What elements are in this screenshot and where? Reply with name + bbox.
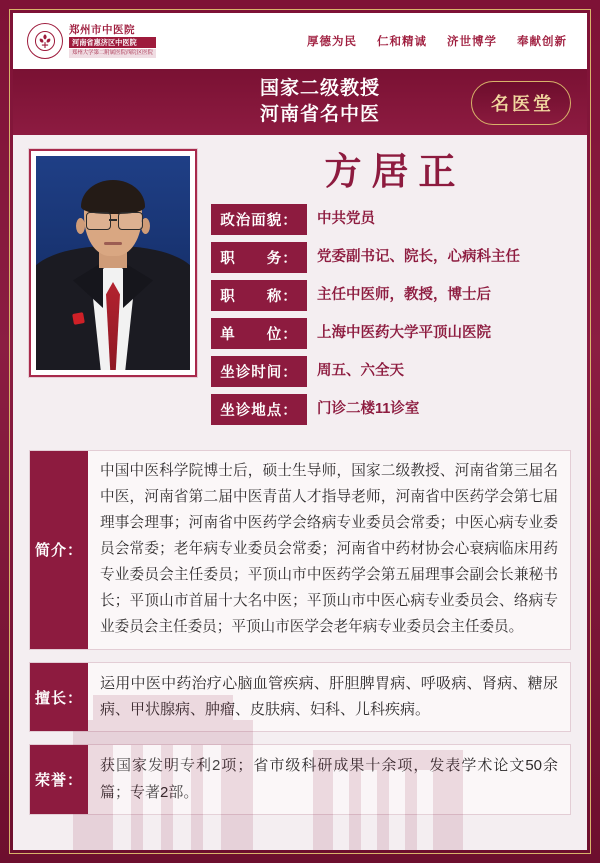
title-band (13, 69, 587, 135)
hospital-name-cn: 郑州市中医院 (69, 23, 135, 36)
field-value-political: 中共党员 (317, 210, 375, 227)
hospital-logo (27, 23, 156, 59)
section-label-intro: 简介： (30, 451, 88, 649)
sections-container (13, 432, 587, 815)
field-value-rank: 主任中医师，教授，博士后 (317, 286, 491, 303)
field-label-unit: 单 位： (211, 318, 307, 349)
doctor-info-column (211, 149, 571, 432)
field-value-clinic-place: 门诊二楼11诊室 (317, 400, 420, 417)
section-text-intro: 中国中医科学院博士后，硕士生导师，国家二级教授、河南省第三届名中医，河南省第二届中医青苗人才指导老师，河南省中医药学会第七届理事会理事；河南省中医药学会络病专业委员会常委；中医心病专业委员会常委；老年病专业委员会常委；河南省中药材协会心衰病临床用药专业委员会主任委员；平顶山市中医药学会第五届理事会副会长兼秘书长；平顶山市首届十大名中医；平顶山市中医心病专业委员会、络病专业委员会主任委员；平顶山市医学会老年病专业委员会主任委员。 (100, 463, 558, 635)
honor-title-line2: 河南省名中医 (259, 104, 380, 125)
field-label-clinic-place: 坐诊地点： (211, 394, 307, 425)
avatar (29, 149, 197, 377)
field-row (211, 280, 571, 311)
hospital-emblem-icon (27, 23, 63, 59)
honor-titles (260, 76, 380, 127)
field-label-rank: 职 称： (211, 280, 307, 311)
hospital-name-line3: 郑州大学第二附属医院西院区医院 (69, 49, 156, 58)
section-label-honors: 荣誉： (30, 745, 88, 814)
doctor-portrait-image (36, 156, 190, 370)
section-text-honors: 获国家发明专利2项；省市级科研成果十余项，发表学术论文50余篇；专著2部。 (100, 757, 558, 801)
section-specialty (29, 662, 571, 733)
status-badge: 名医堂 (471, 81, 571, 125)
field-label-position: 职 务： (211, 242, 307, 273)
party-emblem-pin-icon (72, 312, 85, 325)
field-row (211, 356, 571, 387)
page-title: 方居正 (324, 151, 466, 192)
section-honors (29, 744, 571, 815)
section-intro (29, 450, 571, 650)
field-value-unit: 上海中医药大学平顶山医院 (317, 324, 491, 341)
section-text-specialty: 运用中医中药治疗心脑血管疾病、肝胆脾胃病、呼吸病、肾病、糖尿病、甲状腺病、肿瘤、皮肤病、妇科、儿科疾病。 (100, 674, 558, 719)
field-label-political: 政治面貌： (211, 204, 307, 235)
slogan-group (307, 33, 573, 49)
poster-inner-canvas (13, 13, 587, 850)
field-value-clinic-time: 周五、六全天 (317, 362, 404, 379)
field-label-clinic-time: 坐诊时间： (211, 356, 307, 387)
poster-header (13, 13, 587, 69)
section-label-specialty: 擅长： (30, 663, 88, 732)
field-row (211, 242, 571, 273)
field-value-position: 党委副书记、院长，心病科主任 (317, 248, 520, 265)
field-row (211, 394, 571, 425)
field-row (211, 204, 571, 235)
honor-title-line1: 国家二级教授 (259, 78, 380, 100)
slogan-4: 奉献创新 (517, 36, 567, 48)
hospital-name-line2: 河南省惠济区中医院 (69, 37, 156, 48)
slogan-1: 厚德为民 (307, 36, 357, 48)
slogan-3: 济世博学 (447, 36, 497, 48)
field-row (211, 318, 571, 349)
doctor-profile-block (13, 135, 587, 432)
slogan-2: 仁和精诚 (377, 36, 427, 48)
